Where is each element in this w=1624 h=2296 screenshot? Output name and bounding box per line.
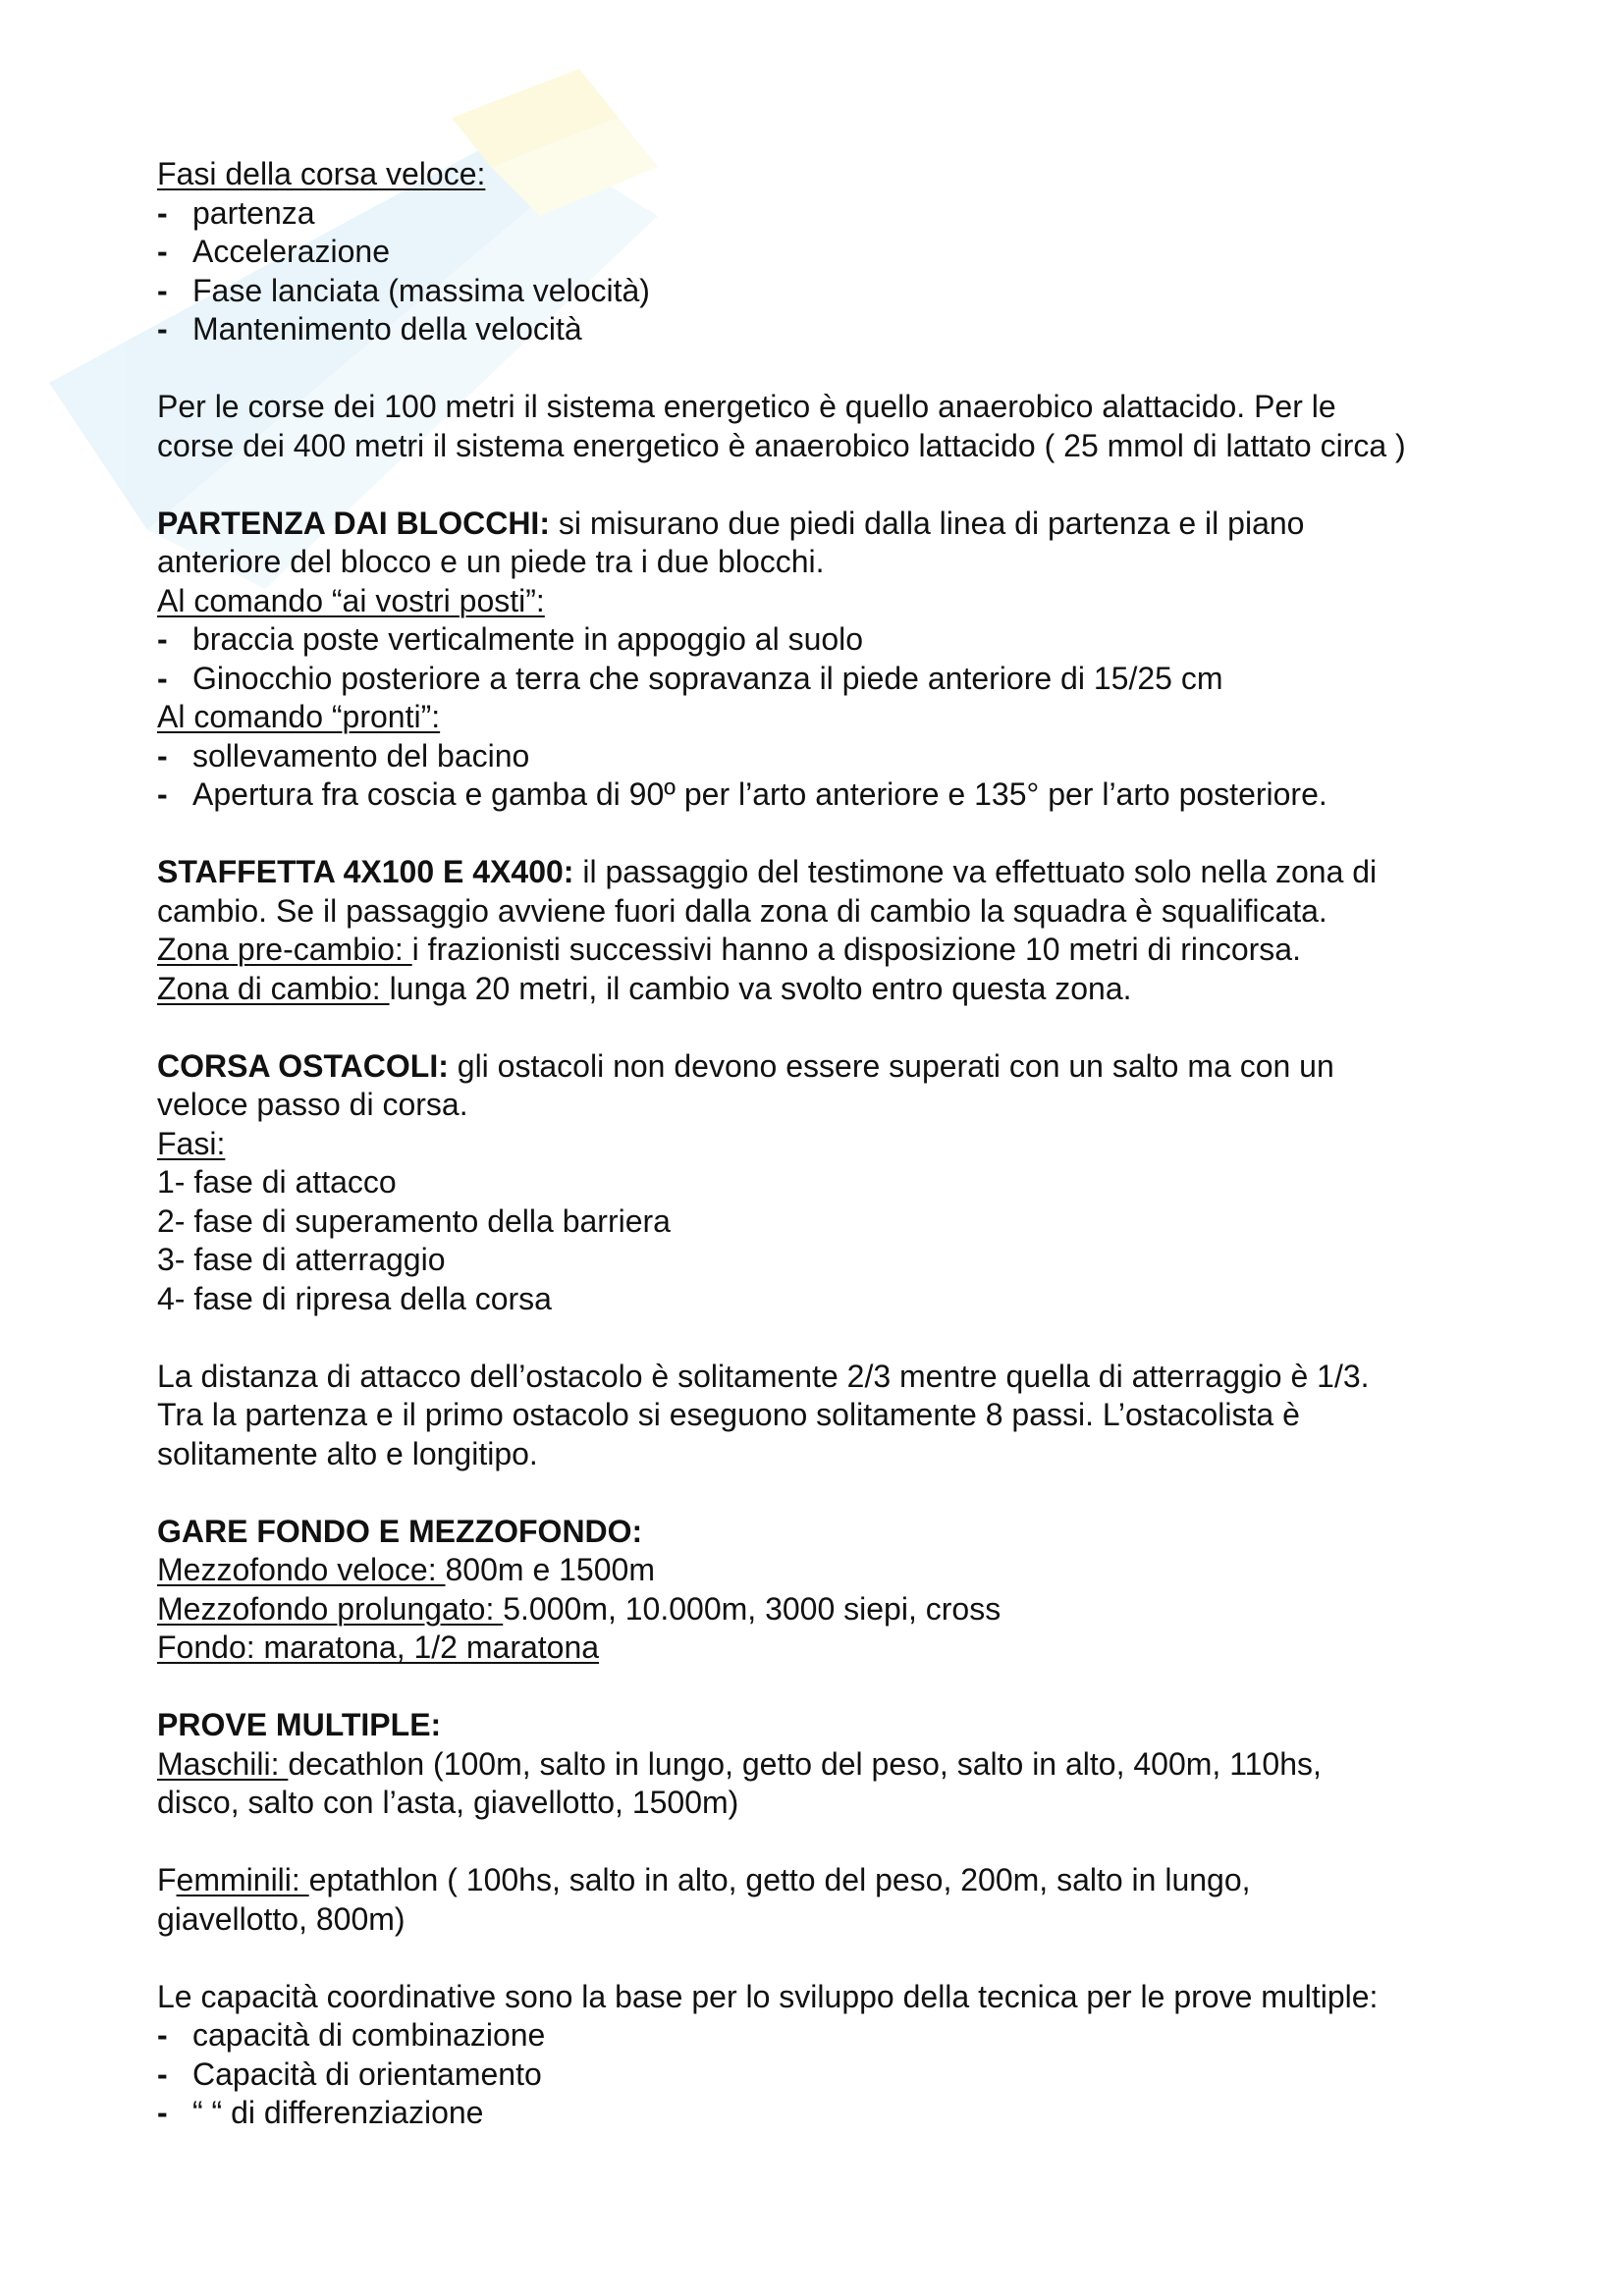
energetico-line: corse dei 400 metri il sistema energetico è anaerobico lattacido ( 25 mmol di lattato circa ): [157, 427, 1406, 463]
document-page: [157, 155, 1492, 2133]
bullet-item: - Accelerazione: [157, 233, 1492, 272]
ostacoli-title: CORSA OSTACOLI:: [157, 1047, 449, 1084]
dash-icon: -: [157, 272, 168, 308]
bullet-item: - partenza: [157, 194, 1492, 234]
command-label: Al comando “pronti”:: [157, 699, 441, 734]
dash-icon: -: [157, 660, 168, 696]
dash-icon: -: [157, 234, 168, 269]
bullet-item: - Capacità di orientamento: [157, 2056, 1492, 2095]
list-item: 4- fase di ripresa della corsa: [157, 1280, 552, 1316]
list-item: 1- fase di attacco: [157, 1164, 397, 1200]
capacita-intro: Le capacità coordinative sono la base per lo sviluppo della tecnica per le prove multiple:: [157, 1978, 1379, 2014]
bullet-item: - capacità di combinazione: [157, 2016, 1492, 2056]
ostacoli-para-line: La distanza di attacco dell’ostacolo è solitamente 2/3 mentre quella di atterraggio è 1/3.: [157, 1358, 1370, 1394]
fasi-heading: Fasi della corsa veloce:: [157, 156, 486, 191]
list-item: 3- fase di atterraggio: [157, 1242, 446, 1277]
dash-icon: -: [157, 311, 168, 347]
bullet-item: - Mantenimento della velocità: [157, 310, 1492, 349]
maschili-line: Maschili: decathlon (100m, salto in lungo, getto del peso, salto in alto, 400m, 110hs,: [157, 1745, 1322, 1782]
dash-icon: -: [157, 737, 168, 774]
staffetta-text: cambio. Se il passaggio avviene fuori dalla zona di cambio la squadra è squalificata.: [157, 892, 1327, 929]
list-item: 2- fase di superamento della barriera: [157, 1202, 671, 1239]
dash-icon: -: [157, 194, 168, 231]
ostacoli-text: veloce passo di corsa.: [157, 1087, 468, 1122]
ostacoli-para-line: Tra la partenza e il primo ostacolo si eseguono solitamente 8 passi. L’ostacolista è: [157, 1397, 1300, 1432]
multiple-title: PROVE MULTIPLE:: [157, 1707, 442, 1742]
staffetta-paragraph: STAFFETTA 4X100 E 4X400: il passaggio del testimone va effettuato solo nella zona di: [157, 854, 1378, 889]
maschili-text: disco, salto con l’asta, giavellotto, 1500m): [157, 1785, 739, 1820]
mezzofondo-prolungato-line: Mezzofondo prolungato: 5.000m, 10.000m, 3000 siepi, cross: [157, 1590, 1001, 1627]
command-label: Al comando “ai vostri posti”:: [157, 582, 545, 618]
ostacoli-para-line: solitamente alto e longitipo.: [157, 1435, 538, 1471]
dash-icon: -: [157, 776, 168, 812]
partenza-title: PARTENZA DAI BLOCCHI:: [157, 505, 550, 541]
bullet-item: - Ginocchio posteriore a terra che sopravanza il piede anteriore di 15/25 cm: [157, 660, 1492, 699]
femminili-line: Femminili: eptathlon ( 100hs, salto in alto, getto del peso, 200m, salto in lungo,: [157, 1862, 1251, 1897]
fondo-title: GARE FONDO E MEZZOFONDO:: [157, 1513, 643, 1549]
fondo-line: Fondo: maratona, 1/2 maratona: [157, 1629, 600, 1665]
bullet-item: - sollevamento del bacino: [157, 737, 1492, 776]
staffetta-title: STAFFETTA 4X100 E 4X400:: [157, 854, 574, 889]
pre-cambio-line: Zona pre-cambio: i frazionisti successivi hanno a disposizione 10 metri di rincorsa.: [157, 932, 1301, 967]
dash-icon: -: [157, 2017, 168, 2053]
bullet-item: - Fase lanciata (massima velocità): [157, 272, 1492, 311]
energetico-line: Per le corse dei 100 metri il sistema energetico è quello anaerobico alattacido. Per le: [157, 389, 1336, 424]
partenza-text: anteriore del blocco e un piede tra i due blocchi.: [157, 544, 825, 579]
ostacoli-paragraph: CORSA OSTACOLI: gli ostacoli non devono essere superati con un salto ma con un: [157, 1047, 1334, 1084]
zona-cambio-line: Zona di cambio: lunga 20 metri, il cambio va svolto entro questa zona.: [157, 970, 1132, 1006]
bullet-item: - “ “ di differenziazione: [157, 2094, 1492, 2133]
femminili-text: giavellotto, 800m): [157, 1900, 406, 1937]
dash-icon: -: [157, 2095, 168, 2130]
fasi-label: Fasi:: [157, 1125, 226, 1161]
mezzofondo-veloce-line: Mezzofondo veloce: 800m e 1500m: [157, 1552, 655, 1587]
bullet-item: - braccia poste verticalmente in appoggio al suolo: [157, 620, 1492, 660]
partenza-paragraph: PARTENZA DAI BLOCCHI: si misurano due piedi dalla linea di partenza e il piano: [157, 505, 1305, 541]
bullet-item: - Apertura fra coscia e gamba di 90º per l’arto anteriore e 135° per l’arto posteriore.: [157, 775, 1492, 815]
dash-icon: -: [157, 621, 168, 657]
dash-icon: -: [157, 2056, 168, 2092]
